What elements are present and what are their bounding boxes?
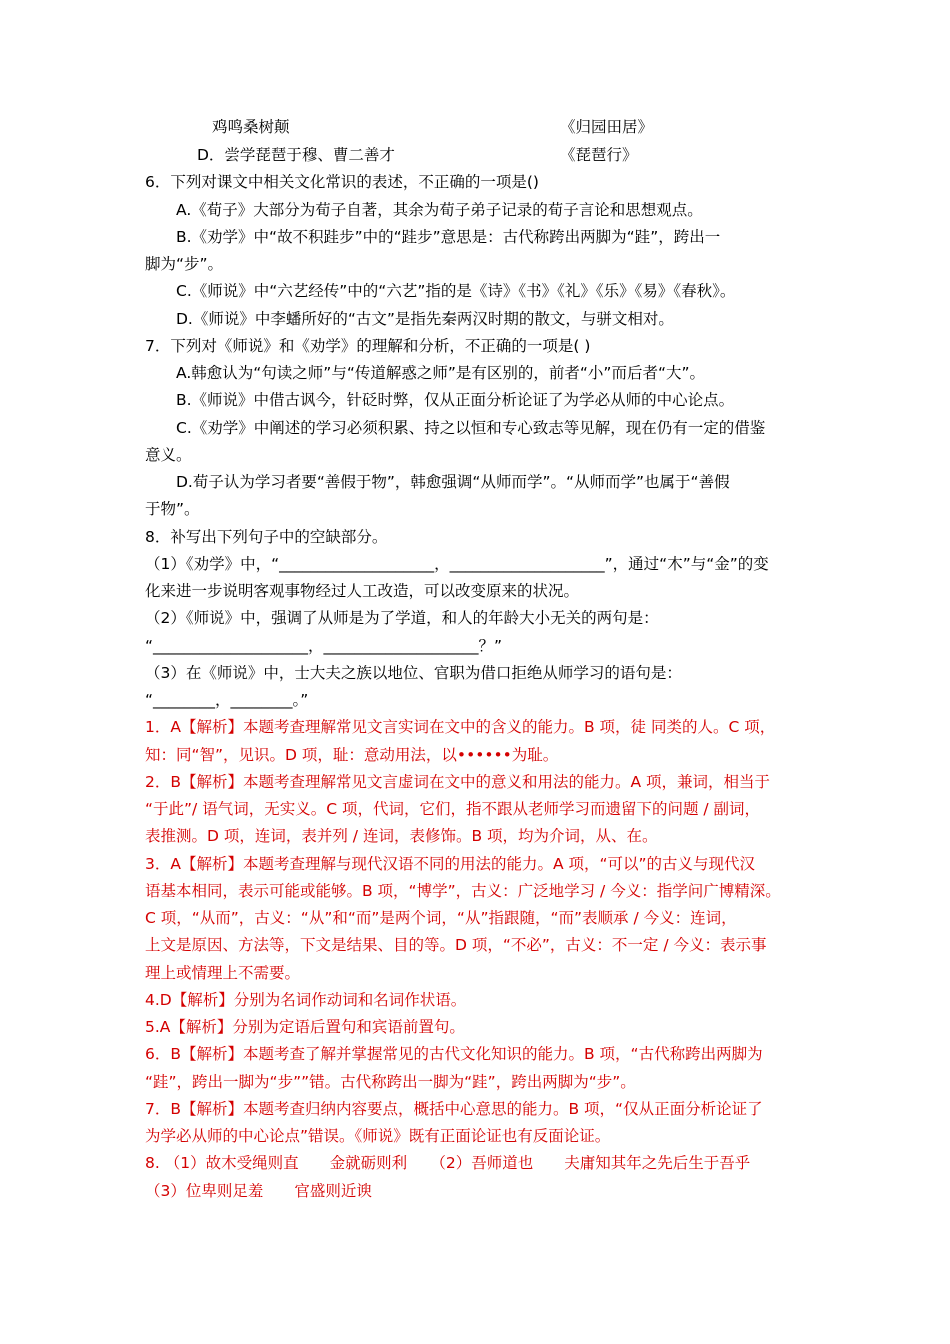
answer-3: 3．A【解析】本题考查理解与现代汉语不同的用法的能力。A 项，“可以”的古义与现代汉	[145, 855, 756, 873]
answer-2-cont-1: “于此”/ 语气词，无实义。C 项，代词，它们，指不跟从老师学习而遗留下的问题 / 副词，	[145, 800, 761, 818]
answer-3-cont-1: 语基本相同，表示可能或能够。B 项，“博学”，古义：广泛地学习 / 今义：指学问广博精深。	[145, 882, 781, 900]
q7-option-d: D.荀子认为学习者要“善假于物”，韩愈强调“从师而学”。“从师而学”也属于“善假	[176, 473, 730, 491]
answer-3-cont-3: 上文是原因、方法等，下文是结果、目的等。D 项，“不必”，古义：不一定 / 今义：表示事	[145, 936, 767, 954]
question-7: 7．下列对《师说》和《劝学》的理解和分析，不正确的一项是( )	[145, 337, 591, 355]
answer-8: 8. （1）故木受绳则直 金就砺则利 （2）吾师道也 夫庸知其年之先后生于吾乎	[145, 1154, 751, 1172]
poem-source-2: 《琵琶行》	[560, 146, 638, 164]
question-8: 8．补写出下列句子中的空缺部分。	[145, 528, 388, 546]
q6-option-a: A.《荀子》大部分为荀子自著，其余为荀子弟子记录的荀子言论和思想观点。	[176, 201, 703, 219]
answer-4: 4.D【解析】分别为名词作动词和名词作状语。	[145, 991, 467, 1009]
q8-part-1-cont: 化来进一步说明客观事物经过人工改造，可以改变原来的状况。	[145, 582, 580, 600]
answer-6-cont: “跬”，跨出一脚为“步””错。古代称跨出一脚为“跬”，跨出两脚为“步”。	[145, 1073, 636, 1091]
option-d-line: D．尝学琵琶于穆、曹二善才	[197, 146, 395, 164]
q8-part-2: （2）《师说》中，强调了从师是为了学道，和人的年龄大小无关的两句是：	[145, 609, 659, 627]
answer-2: 2．B【解析】本题考查理解常见文言虚词在文中的意义和用法的能力。A 项，兼词，相当于	[145, 773, 771, 791]
q6-option-d: D.《师说》中李蟠所好的“古文”是指先秦两汉时期的散文，与骈文相对。	[176, 310, 674, 328]
q8-part-1: （1）《劝学》中，“____________________，____________________”，通过“木”与“金”的变	[145, 555, 769, 573]
poem-source-1: 《归园田居》	[560, 118, 654, 136]
poem-line-1: 鸡鸣桑树颠	[212, 118, 290, 136]
answer-6: 6．B【解析】本题考查了解并掌握常见的古代文化知识的能力。B 项，“古代称跨出两脚为	[145, 1045, 763, 1063]
q8-part-3-blanks: “________，________。”	[145, 691, 309, 709]
question-6: 6．下列对课文中相关文化常识的表述，不正确的一项是()	[145, 173, 539, 191]
answer-3-cont-2: C 项，“从而”，古义：“从”和“而”是两个词，“从”指跟随，“而”表顺承 / 今义：连词，	[145, 909, 737, 927]
answer-1-cont: 知：同“智”，见识。D 项，耻：意动用法，以••••••为耻。	[145, 746, 559, 764]
answer-7-cont: 为学必从师的中心论点”错误。《师说》既有正面论证也有反面论证。	[145, 1127, 611, 1145]
q6-option-c: C.《师说》中“六艺经传”中的“六艺”指的是《诗》《书》《礼》《乐》《易》《春秋》。	[176, 282, 736, 300]
answer-2-cont-2: 表推测。D 项，连词，表并列 / 连词，表修饰。B 项，均为介词，从、在。	[145, 827, 658, 845]
q7-option-b: B.《师说》中借古讽今，针砭时弊，仅从正面分析论证了为学必从师的中心论点。	[176, 391, 735, 409]
answer-3-cont-4: 理上或情理上不需要。	[145, 964, 301, 982]
answer-7: 7．B【解析】本题考查归纳内容要点，概括中心意思的能力。B 项，“仅从正面分析论证了	[145, 1100, 763, 1118]
q8-part-2-blanks: “____________________，____________________？”	[145, 637, 503, 655]
answer-1: 1．A【解析】本题考查理解常见文言实词在文中的含义的能力。B 项，徒 同类的人。C 项，	[145, 718, 776, 736]
q6-option-b: B.《劝学》中“故不积跬步”中的“跬步”意思是：古代称跨出两脚为“跬”，跨出一	[176, 228, 721, 246]
answer-8-cont: （3）位卑则足羞 官盛则近谀	[145, 1182, 372, 1200]
answer-5: 5.A【解析】分别为定语后置句和宾语前置句。	[145, 1018, 465, 1036]
q6-option-b-cont: 脚为“步”。	[145, 255, 224, 273]
q8-part-3: （3）在《师说》中，士大夫之族以地位、官职为借口拒绝从师学习的语句是：	[145, 664, 682, 682]
q7-option-c-cont: 意义。	[145, 446, 192, 464]
q7-option-a: A.韩愈认为“句读之师”与“传道解惑之师”是有区别的，前者“小”而后者“大”。	[176, 364, 706, 382]
q7-option-c: C.《劝学》中阐述的学习必须积累、持之以恒和专心致志等见解，现在仍有一定的借鉴	[176, 419, 766, 437]
q7-option-d-cont: 于物”。	[145, 500, 200, 518]
